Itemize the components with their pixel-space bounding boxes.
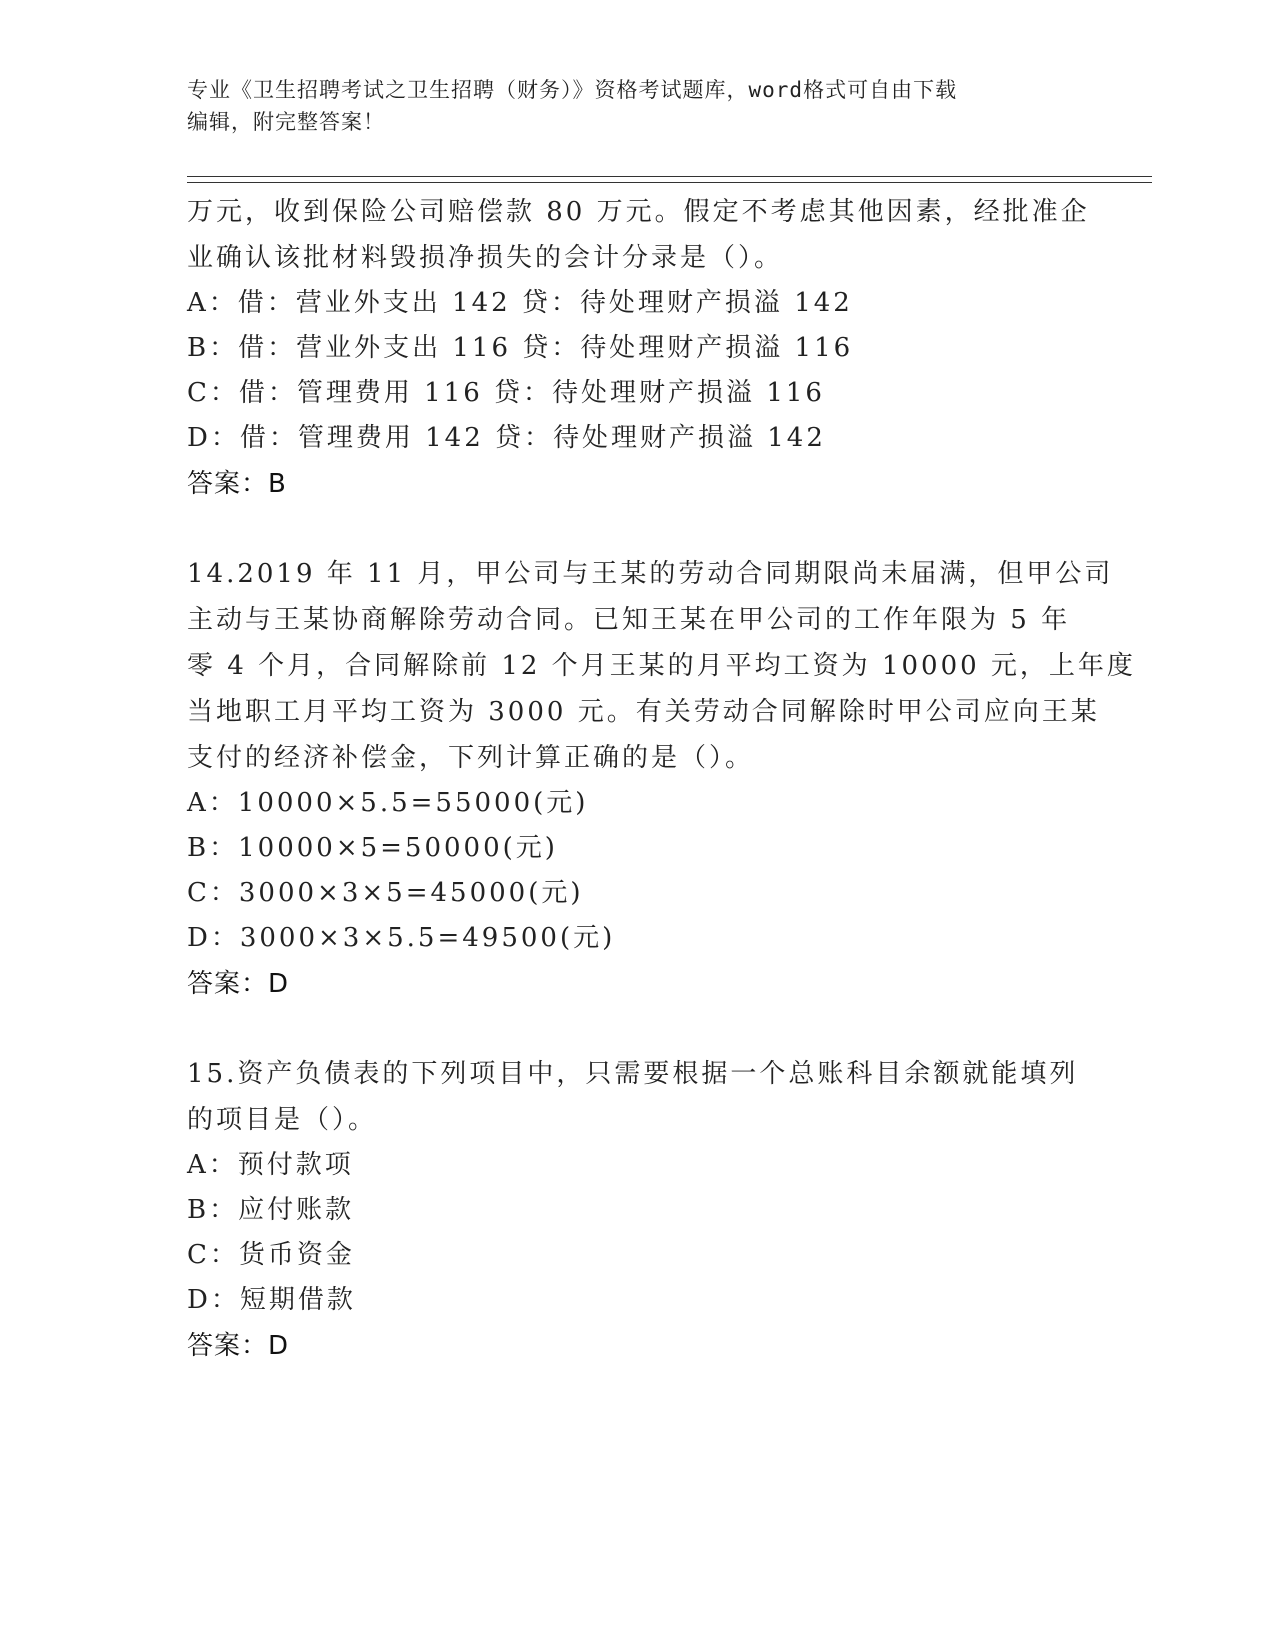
option-d: D：短期借款 — [187, 1285, 356, 1315]
question-text-line: 支付的经济补偿金，下列计算正确的是（）。 — [187, 743, 755, 773]
question-text-line: 的项目是（）。 — [187, 1105, 378, 1135]
question-text-line: 万元，收到保险公司赔偿款 80 万元。假定不考虑其他因素，经批准企 — [187, 197, 1090, 227]
option-d: D：3000×3×5.5=49500(元) — [187, 923, 616, 953]
question-14 — [187, 551, 1136, 1007]
option-a: A：借：营业外支出 142 贷：待处理财产损溢 142 — [187, 288, 853, 318]
option-b: B：借：营业外支出 116 贷：待处理财产损溢 116 — [187, 333, 854, 363]
question-text-line: 零 4 个月，合同解除前 12 个月王某的月平均工资为 10000 元，上年度 — [187, 651, 1136, 681]
answer-line: 答案：D — [187, 969, 290, 999]
question-text-line: 15.资产负债表的下列项目中，只需要根据一个总账科目余额就能填列 — [187, 1059, 1079, 1089]
answer-line: 答案：D — [187, 1331, 290, 1361]
question-text-line: 业确认该批材料毁损净损失的会计分录是（）。 — [187, 243, 784, 273]
option-b: B：应付账款 — [187, 1195, 355, 1225]
question-15 — [187, 1051, 1087, 1369]
question-13 — [187, 189, 1090, 507]
option-a: A：10000×5.5=55000(元) — [187, 788, 589, 818]
question-text-line: 当地职工月平均工资为 3000 元。有关劳动合同解除时甲公司应向王某 — [187, 697, 1100, 727]
option-d: D：借：管理费用 142 贷：待处理财产损溢 142 — [187, 423, 826, 453]
option-c: C：借：管理费用 116 贷：待处理财产损溢 116 — [187, 378, 825, 408]
document-header — [187, 74, 1087, 138]
header-line-2: 编辑，附完整答案！ — [187, 110, 385, 134]
header-rule-top — [187, 176, 1152, 177]
header-line-1: 专业《卫生招聘考试之卫生招聘（财务）》资格考试题库，word格式可自由下载 — [187, 78, 958, 102]
option-c: C：3000×3×5=45000(元) — [187, 878, 584, 908]
question-text-line: 14.2019 年 11 月，甲公司与王某的劳动合同期限尚未届满，但甲公司 — [187, 559, 1114, 589]
option-c: C：货币资金 — [187, 1240, 355, 1270]
question-text-line: 主动与王某协商解除劳动合同。已知王某在甲公司的工作年限为 5 年 — [187, 605, 1071, 635]
answer-line: 答案：B — [187, 469, 287, 499]
document-body — [187, 189, 1136, 1369]
option-b: B：10000×5=50000(元) — [187, 833, 558, 863]
header-rule-bottom — [187, 182, 1152, 183]
option-a: A：预付款项 — [187, 1150, 354, 1180]
